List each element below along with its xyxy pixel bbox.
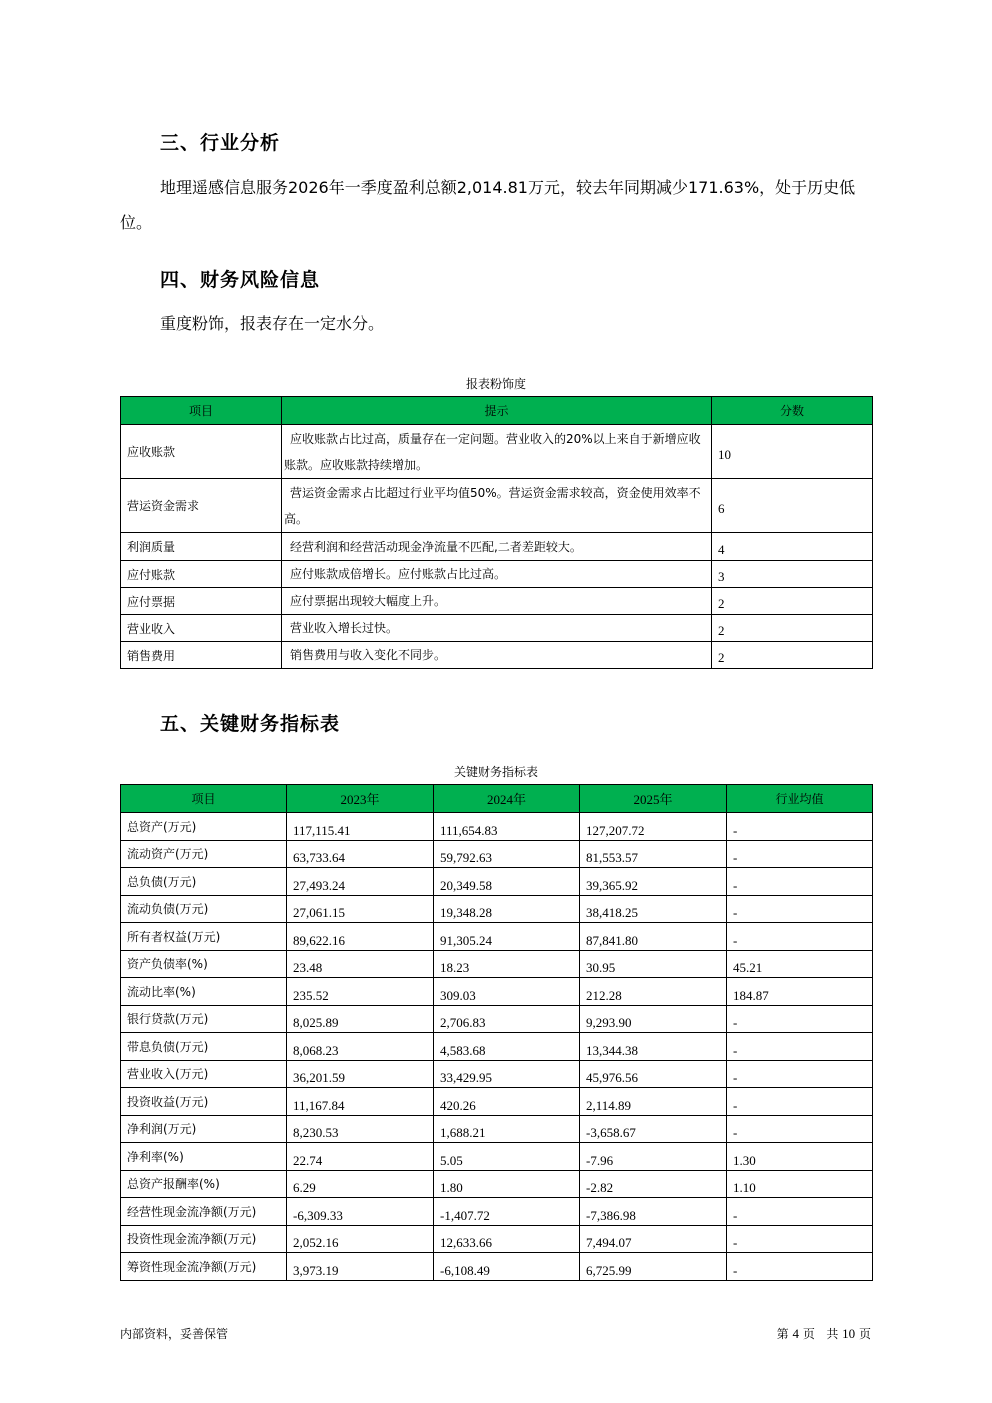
- fin-industry-avg: -: [727, 1033, 873, 1061]
- fin-col-header-2024: 2024年: [434, 785, 580, 813]
- fin-item: 流动资产(万元): [121, 840, 287, 868]
- fin-2025: 30.95: [580, 950, 727, 978]
- fin-industry-avg: -: [727, 1060, 873, 1088]
- risk-tip: 应付票据出现较大幅度上升。: [290, 594, 447, 608]
- risk-item: 营运资金需求: [121, 479, 282, 533]
- table-row: [121, 425, 873, 479]
- fin-item: 总资产(万元): [121, 813, 287, 841]
- fin-industry-avg: -: [727, 868, 873, 896]
- fin-2023: 36,201.59: [287, 1060, 434, 1088]
- risk-col-header-tip: 提示: [282, 397, 712, 425]
- risk-item: 应收账款: [121, 425, 282, 479]
- fin-2024: 111,654.83: [434, 813, 580, 841]
- fin-2025: 39,365.92: [580, 868, 727, 896]
- table-row: [121, 868, 873, 896]
- fin-item: 流动比率(%): [121, 978, 287, 1006]
- risk-score: 10: [712, 425, 873, 479]
- page-current: 4: [792, 1326, 800, 1341]
- page-total: 10: [842, 1326, 856, 1341]
- fin-2023: 22.74: [287, 1143, 434, 1171]
- table-row: [121, 923, 873, 951]
- fin-item: 筹资性现金流净额(万元): [121, 1253, 287, 1281]
- fin-item: 总资产报酬率(%): [121, 1170, 287, 1198]
- table-row: [121, 1253, 873, 1281]
- fin-industry-avg: -: [727, 1005, 873, 1033]
- fin-col-header-2025: 2025年: [580, 785, 727, 813]
- table-row: [121, 533, 873, 561]
- fin-table-caption: 关键财务指标表: [453, 765, 538, 779]
- risk-score: 4: [712, 533, 873, 561]
- fin-industry-avg: 45.21: [727, 950, 873, 978]
- total-prefix: 共: [826, 1327, 839, 1341]
- table-row: [121, 813, 873, 841]
- table-row: [121, 1143, 873, 1171]
- section-heading-financial-risk: 四、财务风险信息: [160, 269, 321, 291]
- risk-table-caption: 报表粉饰度: [465, 377, 526, 391]
- fin-2024: 2,706.83: [434, 1005, 580, 1033]
- table-row: [121, 950, 873, 978]
- fin-2025: 127,207.72: [580, 813, 727, 841]
- table-row: [121, 840, 873, 868]
- table-row: [121, 479, 873, 533]
- risk-item: 利润质量: [121, 533, 282, 561]
- fin-2023: 6.29: [287, 1170, 434, 1198]
- fin-table-header-row: [121, 785, 873, 813]
- risk-score: 6: [712, 479, 873, 533]
- risk-item: 应付票据: [121, 588, 282, 615]
- fin-2023: -6,309.33: [287, 1198, 434, 1226]
- fin-item: 投资收益(万元): [121, 1088, 287, 1116]
- risk-item: 应付账款: [121, 561, 282, 588]
- fin-2024: 19,348.28: [434, 895, 580, 923]
- table-row: [121, 1005, 873, 1033]
- fin-2023: 63,733.64: [287, 840, 434, 868]
- fin-2024: 1.80: [434, 1170, 580, 1198]
- fin-2023: 8,230.53: [287, 1115, 434, 1143]
- risk-table: [120, 396, 873, 669]
- fin-2023: 3,973.19: [287, 1253, 434, 1281]
- risk-tip: 应收账款占比过高，质量存在一定问题。营业收入的20%以上来自于新增应收账款。应收账款持续增加。: [284, 431, 701, 472]
- fin-2025: 6,725.99: [580, 1253, 727, 1281]
- fin-item: 净利率(%): [121, 1143, 287, 1171]
- fin-2024: 420.26: [434, 1088, 580, 1116]
- fin-industry-avg: -: [727, 895, 873, 923]
- fin-2024: 4,583.68: [434, 1033, 580, 1061]
- fin-2024: 5.05: [434, 1143, 580, 1171]
- fin-2025: 81,553.57: [580, 840, 727, 868]
- risk-item: 营业收入: [121, 615, 282, 642]
- table-row: [121, 1088, 873, 1116]
- industry-analysis-text: 地理遥感信息服务2026年一季度盈利总额2,014.81万元，较去年同期减少171.63%，处于历史低位。: [120, 178, 856, 232]
- risk-score: 2: [712, 615, 873, 642]
- total-suffix: 页: [858, 1327, 871, 1341]
- risk-col-header-item: 项目: [121, 397, 282, 425]
- fin-2024: 309.03: [434, 978, 580, 1006]
- fin-2024: 33,429.95: [434, 1060, 580, 1088]
- fin-industry-avg: -: [727, 813, 873, 841]
- risk-table-header-row: [121, 397, 873, 425]
- financial-indicators-table: [120, 784, 873, 1281]
- fin-industry-avg: -: [727, 1253, 873, 1281]
- fin-2024: -1,407.72: [434, 1198, 580, 1226]
- table-row: [121, 1170, 873, 1198]
- fin-2024: 59,792.63: [434, 840, 580, 868]
- fin-item: 银行贷款(万元): [121, 1005, 287, 1033]
- fin-2023: 23.48: [287, 950, 434, 978]
- fin-2023: 89,622.16: [287, 923, 434, 951]
- risk-tip: 营运资金需求占比超过行业平均值50%。营运资金需求较高，资金使用效率不高。: [284, 485, 701, 526]
- fin-2023: 11,167.84: [287, 1088, 434, 1116]
- risk-tip: 应付账款成倍增长。应付账款占比过高。: [290, 567, 507, 581]
- fin-industry-avg: -: [727, 1225, 873, 1253]
- table-row: [121, 895, 873, 923]
- fin-2024: 12,633.66: [434, 1225, 580, 1253]
- footer-confidential-note: 内部资料，妥善保管: [120, 1327, 229, 1341]
- table-row: [121, 978, 873, 1006]
- fin-industry-avg: 1.10: [727, 1170, 873, 1198]
- table-row: [121, 1115, 873, 1143]
- risk-score: 2: [712, 642, 873, 669]
- fin-2025: -3,658.67: [580, 1115, 727, 1143]
- risk-tip: 营业收入增长过快。: [290, 621, 399, 635]
- table-row: [121, 615, 873, 642]
- fin-2025: 7,494.07: [580, 1225, 727, 1253]
- fin-item: 资产负债率(%): [121, 950, 287, 978]
- fin-2023: 27,493.24: [287, 868, 434, 896]
- table-row: [121, 561, 873, 588]
- fin-2024: 20,349.58: [434, 868, 580, 896]
- risk-tip: 经营利润和经营活动现金净流量不匹配,二者差距较大。: [290, 539, 582, 554]
- fin-2025: 45,976.56: [580, 1060, 727, 1088]
- fin-2023: 27,061.15: [287, 895, 434, 923]
- fin-2025: 38,418.25: [580, 895, 727, 923]
- financial-risk-text: 重度粉饰，报表存在一定水分。: [160, 314, 385, 333]
- table-row: [121, 642, 873, 669]
- fin-item: 投资性现金流净额(万元): [121, 1225, 287, 1253]
- risk-col-header-score: 分数: [712, 397, 873, 425]
- fin-2025: 2,114.89: [580, 1088, 727, 1116]
- fin-2024: -6,108.49: [434, 1253, 580, 1281]
- fin-industry-avg: -: [727, 1198, 873, 1226]
- fin-2025: 212.28: [580, 978, 727, 1006]
- fin-industry-avg: -: [727, 1088, 873, 1116]
- fin-item: 所有者权益(万元): [121, 923, 287, 951]
- fin-item: 流动负债(万元): [121, 895, 287, 923]
- fin-industry-avg: -: [727, 923, 873, 951]
- fin-2024: 91,305.24: [434, 923, 580, 951]
- fin-col-header-2023: 2023年: [287, 785, 434, 813]
- fin-item: 营业收入(万元): [121, 1060, 287, 1088]
- table-row: [121, 588, 873, 615]
- risk-tip: 销售费用与收入变化不同步。: [290, 648, 447, 662]
- risk-score: 3: [712, 561, 873, 588]
- section-heading-key-financials: 五、关键财务指标表: [160, 713, 341, 735]
- table-row: [121, 1033, 873, 1061]
- section-heading-industry-analysis: 三、行业分析: [160, 132, 281, 154]
- fin-industry-avg: -: [727, 840, 873, 868]
- fin-2025: 9,293.90: [580, 1005, 727, 1033]
- fin-2024: 1,688.21: [434, 1115, 580, 1143]
- risk-score: 2: [712, 588, 873, 615]
- fin-industry-avg: -: [727, 1115, 873, 1143]
- table-row: [121, 1060, 873, 1088]
- fin-2023: 2,052.16: [287, 1225, 434, 1253]
- fin-2024: 18.23: [434, 950, 580, 978]
- fin-item: 净利润(万元): [121, 1115, 287, 1143]
- table-row: [121, 1225, 873, 1253]
- page-number: [777, 1325, 871, 1342]
- fin-item: 带息负债(万元): [121, 1033, 287, 1061]
- fin-col-header-industry-avg: 行业均值: [727, 785, 873, 813]
- fin-item: 经营性现金流净额(万元): [121, 1198, 287, 1226]
- fin-industry-avg: 184.87: [727, 978, 873, 1006]
- fin-2025: -7.96: [580, 1143, 727, 1171]
- fin-2025: 87,841.80: [580, 923, 727, 951]
- risk-item: 销售费用: [121, 642, 282, 669]
- page-prefix: 第: [776, 1327, 789, 1341]
- fin-2023: 235.52: [287, 978, 434, 1006]
- fin-2023: 117,115.41: [287, 813, 434, 841]
- fin-2025: 13,344.38: [580, 1033, 727, 1061]
- page-mid: 页: [802, 1327, 815, 1341]
- fin-2023: 8,068.23: [287, 1033, 434, 1061]
- fin-industry-avg: 1.30: [727, 1143, 873, 1171]
- fin-2023: 8,025.89: [287, 1005, 434, 1033]
- fin-col-header-item: 项目: [121, 785, 287, 813]
- table-row: [121, 1198, 873, 1226]
- fin-2025: -2.82: [580, 1170, 727, 1198]
- fin-2025: -7,386.98: [580, 1198, 727, 1226]
- fin-item: 总负债(万元): [121, 868, 287, 896]
